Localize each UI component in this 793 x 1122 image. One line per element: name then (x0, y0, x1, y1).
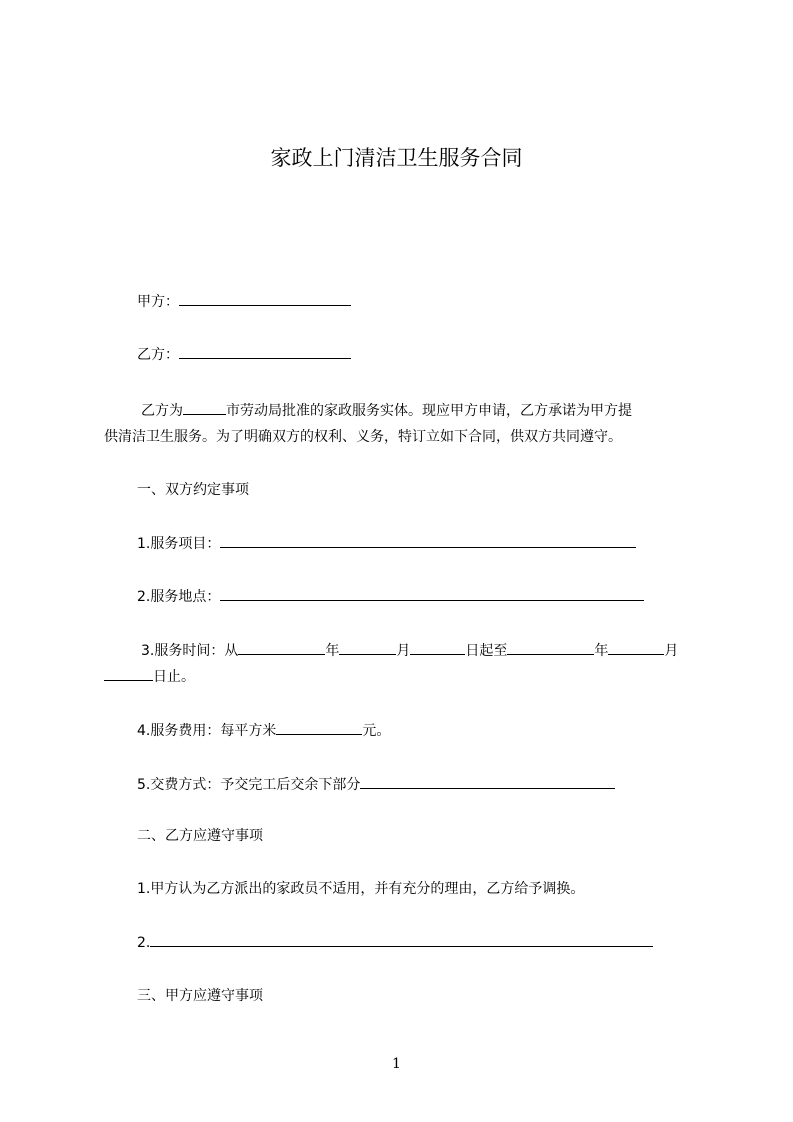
service-time-line-1 (141, 640, 678, 661)
intro-line-1 (141, 400, 632, 421)
section-2-item-2-label: 2. (137, 935, 151, 951)
party-b-label: 乙方： (137, 347, 179, 363)
party-b-blank[interactable] (179, 344, 351, 359)
service-item-line (137, 533, 636, 554)
party-a-line (137, 291, 351, 312)
end-year-blank[interactable] (507, 640, 594, 655)
day-end-label: 日止。 (153, 669, 195, 685)
intro-line-2: 供清洁卫生服务。为了明确双方的权利、义务，特订立如下合同，供双方共同遵守。 (104, 429, 622, 445)
section-1-heading: 一、双方约定事项 (137, 482, 249, 498)
end-month-label: 月 (664, 643, 679, 659)
fee-blank[interactable] (276, 720, 362, 735)
start-day-blank[interactable] (410, 640, 465, 655)
party-b-line (137, 344, 351, 365)
document-title: 家政上门清洁卫生服务合同 (270, 146, 523, 170)
start-year-blank[interactable] (238, 640, 325, 655)
service-fee-label: 4.服务费用：每平方米 (137, 723, 277, 739)
payment-blank[interactable] (360, 774, 615, 789)
intro-text-end: 市劳动局批准的家政服务实体。现应甲方申请，乙方承诺为甲方提 (226, 403, 632, 419)
page-number: 1 (392, 1056, 401, 1072)
service-location-line (137, 586, 644, 607)
party-a-blank[interactable] (179, 291, 351, 306)
end-day-blank[interactable] (104, 666, 153, 681)
service-time-line-2 (104, 666, 195, 687)
fee-unit: 元。 (362, 723, 391, 739)
end-month-blank[interactable] (608, 640, 664, 655)
party-a-label: 甲方： (137, 294, 179, 310)
end-year-label: 年 (594, 643, 609, 659)
service-location-label: 2.服务地点： (137, 589, 221, 605)
payment-method-line (137, 774, 615, 795)
intro-text-start: 乙方为 (141, 403, 183, 419)
service-item-label: 1.服务项目： (137, 536, 221, 552)
section-2-item-2-line (137, 932, 653, 953)
payment-method-label: 5.交费方式：予交完工后交余下部分 (137, 777, 361, 793)
service-location-blank[interactable] (220, 586, 644, 601)
section-2-item-2-blank[interactable] (150, 932, 653, 947)
start-month-blank[interactable] (339, 640, 396, 655)
year-label: 年 (325, 643, 340, 659)
service-fee-line (137, 720, 390, 741)
section-2-item-1: 1.甲方认为乙方派出的家政员不适用，并有充分的理由，乙方给予调换。 (137, 881, 585, 897)
city-blank[interactable] (183, 400, 226, 415)
month-label: 月 (396, 643, 411, 659)
section-2-heading: 二、乙方应遵守事项 (137, 828, 263, 844)
service-item-blank[interactable] (220, 533, 636, 548)
day-from-label: 日起至 (465, 643, 508, 659)
service-time-label: 3.服务时间：从 (141, 643, 239, 659)
section-3-heading: 三、甲方应遵守事项 (137, 988, 263, 1004)
